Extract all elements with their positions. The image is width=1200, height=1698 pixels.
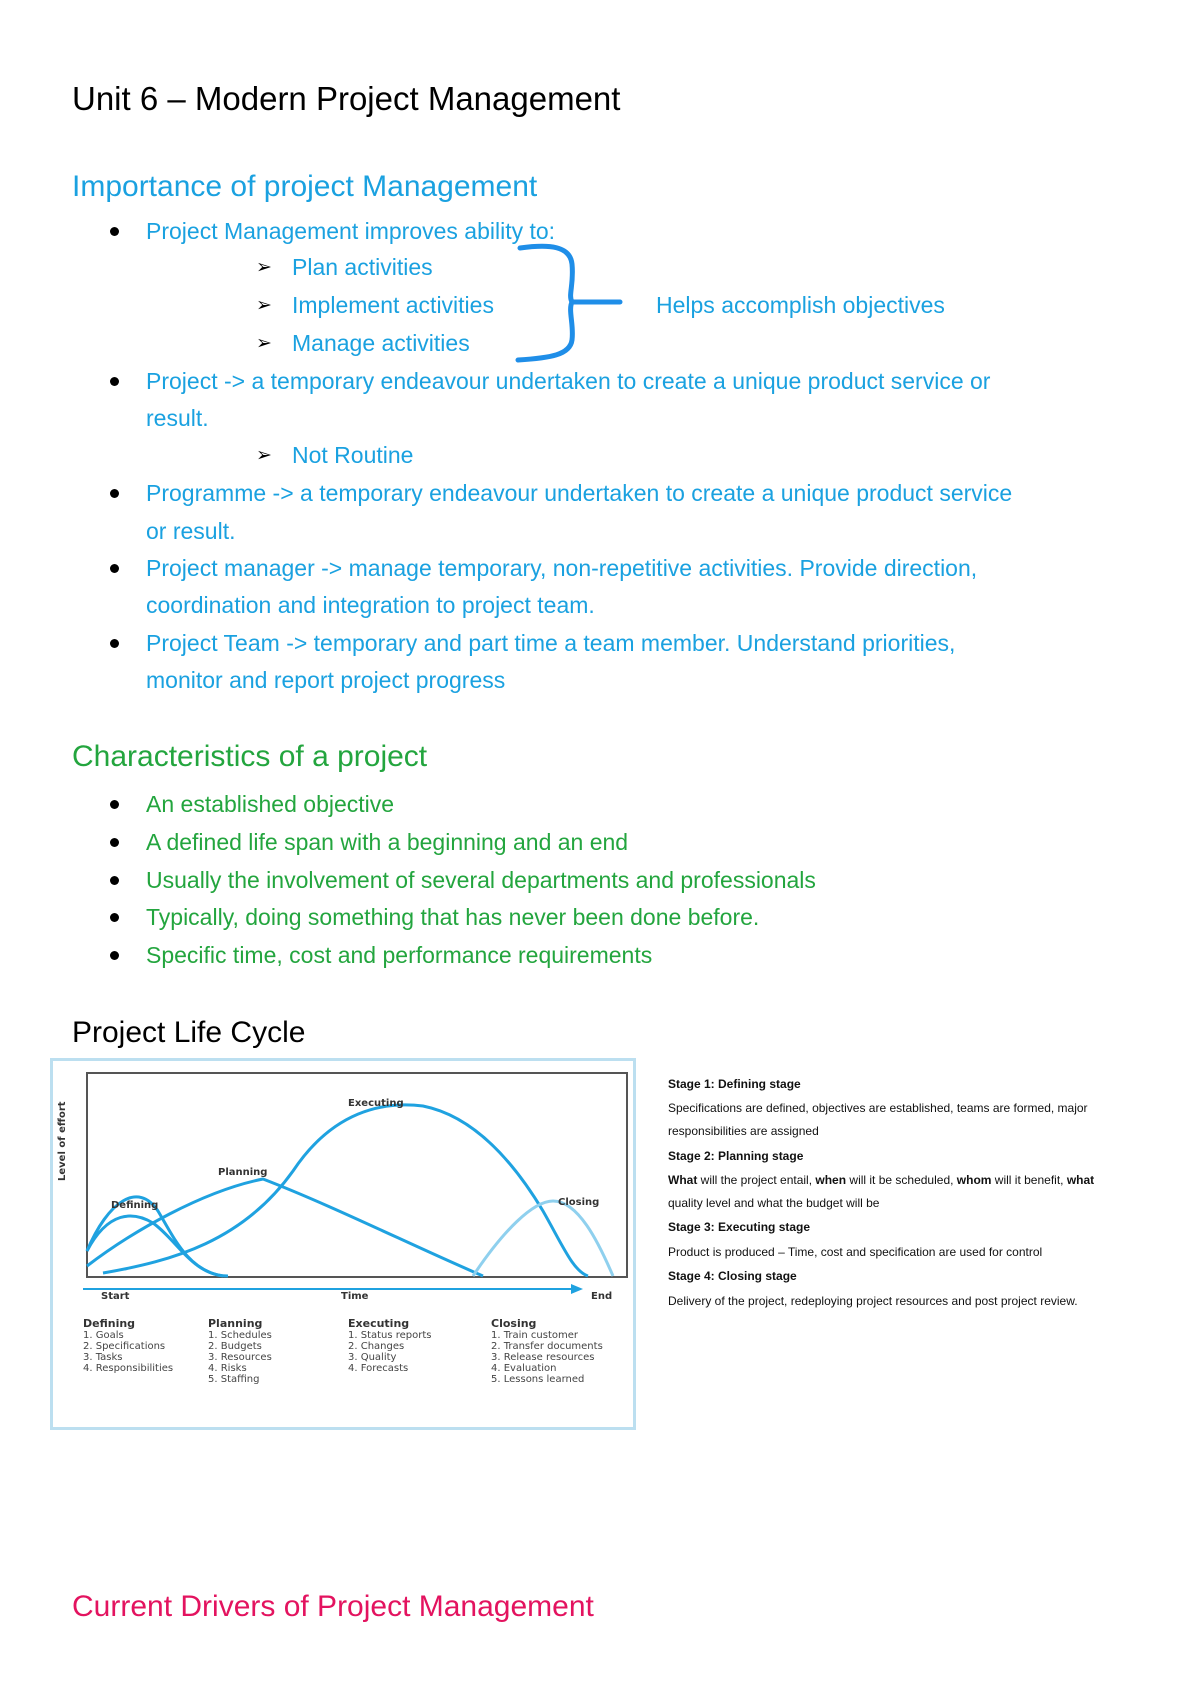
figure-column-item: 4. Evaluation [491, 1363, 557, 1374]
drivers-heading: Current Drivers of Project Management [72, 1590, 594, 1623]
curve-label-planning: Planning [218, 1167, 268, 1178]
project-sub-not-routine: Not Routine [292, 442, 414, 468]
stage1-title: Stage 1: Defining stage [668, 1077, 801, 1091]
importance-intro: Project Management improves ability to: [146, 218, 556, 244]
figure-column-item: 1. Schedules [208, 1330, 272, 1341]
axis-start-label: Start [101, 1291, 130, 1302]
figure-column-item: 3. Tasks [83, 1352, 123, 1363]
curve-label-executing: Executing [348, 1098, 404, 1109]
curve-label-defining: Defining [111, 1200, 159, 1211]
figure-column-item: 2. Specifications [83, 1341, 166, 1352]
figure-column-item: 3. Resources [208, 1352, 272, 1363]
arrow-icon: ➢ [256, 257, 272, 278]
figure-column-item: 2. Transfer documents [491, 1341, 603, 1352]
figure-column-closing [491, 1317, 603, 1385]
sub-item-plan: Plan activities [292, 254, 433, 280]
programme-definition-line2: or result. [146, 518, 236, 544]
manager-definition-line2: coordination and integration to project team. [146, 592, 595, 618]
life-cycle-heading: Project Life Cycle [72, 1016, 306, 1049]
characteristic-item: Typically, doing something that has never been done before. [146, 904, 760, 930]
curve-label-closing: Closing [558, 1197, 600, 1208]
figure-column-defining [83, 1317, 173, 1374]
stage3-title: Stage 3: Executing stage [668, 1220, 811, 1234]
y-axis-label: Level of effort [57, 1101, 68, 1181]
axis-time-label: Time [341, 1291, 369, 1302]
stage1-line2: responsibilities are assigned [668, 1124, 819, 1138]
bullet-icon [110, 800, 119, 809]
stage2-line2: quality level and what the budget will be [668, 1196, 880, 1210]
stage4-title: Stage 4: Closing stage [668, 1269, 797, 1283]
brace-label: Helps accomplish objectives [656, 292, 945, 318]
characteristic-item: An established objective [146, 791, 395, 817]
figure-column-item: 5. Staffing [208, 1374, 260, 1385]
characteristics-heading: Characteristics of a project [72, 740, 428, 773]
page-title: Unit 6 – Modern Project Management [72, 80, 621, 117]
figure-column-item: 3. Quality [348, 1352, 397, 1363]
stage4-line1: Delivery of the project, redeploying project resources and post project review. [668, 1294, 1078, 1308]
characteristic-item: Usually the involvement of several departments and professionals [146, 867, 816, 893]
sub-item-implement: Implement activities [292, 292, 494, 318]
sub-item-manage: Manage activities [292, 330, 470, 356]
project-definition-line1: Project -> a temporary endeavour undertaken to create a unique product service or [146, 368, 991, 394]
arrow-icon: ➢ [256, 445, 272, 466]
figure-column-title: Executing [348, 1317, 410, 1330]
figure-column-title: Planning [208, 1317, 263, 1330]
bullet-icon [110, 913, 119, 922]
importance-heading: Importance of project Management [72, 170, 538, 203]
team-definition-line2: monitor and report project progress [146, 667, 506, 693]
figure-column-item: 4. Forecasts [348, 1363, 409, 1374]
figure-column-executing [348, 1317, 432, 1374]
figure-column-item: 5. Lessons learned [491, 1374, 585, 1385]
figure-column-item: 2. Budgets [208, 1341, 262, 1352]
figure-column-item: 1. Train customer [491, 1330, 578, 1341]
figure-column-item: 3. Release resources [491, 1352, 595, 1363]
stage3-line1: Product is produced – Time, cost and specification are used for control [668, 1245, 1043, 1259]
programme-definition-line1: Programme -> a temporary endeavour undertaken to create a unique product service [146, 480, 1013, 506]
figure-column-item: 1. Goals [83, 1330, 124, 1341]
figure-column-planning [208, 1317, 272, 1385]
figure-column-item: 4. Responsibilities [83, 1363, 174, 1374]
bullet-icon [110, 227, 119, 236]
bullet-icon [110, 489, 119, 498]
bullet-icon [110, 639, 119, 648]
arrow-icon: ➢ [256, 333, 272, 354]
arrow-icon: ➢ [256, 295, 272, 316]
figure-column-title: Defining [83, 1317, 136, 1330]
bullet-icon [110, 377, 119, 386]
stage2-title: Stage 2: Planning stage [668, 1149, 804, 1163]
stage2-line1: What will the project entail, when will it be scheduled, whom will it benefit, what [668, 1173, 1095, 1187]
figure-column-item: 1. Status reports [348, 1330, 432, 1341]
characteristic-item: A defined life span with a beginning and an end [146, 829, 629, 855]
axis-end-label: End [591, 1291, 613, 1302]
brace-icon [510, 240, 630, 365]
bullet-icon [110, 951, 119, 960]
bullet-icon [110, 564, 119, 573]
team-definition-line1: Project Team -> temporary and part time a team member. Understand priorities, [146, 630, 956, 656]
figure-column-item: 2. Changes [348, 1341, 405, 1352]
figure-column-title: Closing [491, 1317, 537, 1330]
characteristic-item: Specific time, cost and performance requirements [146, 942, 653, 968]
bullet-icon [110, 876, 119, 885]
bullet-icon [110, 838, 119, 847]
manager-definition-line1: Project manager -> manage temporary, non-repetitive activities. Provide direction, [146, 555, 978, 581]
project-definition-line2: result. [146, 405, 209, 431]
figure-column-item: 4. Risks [208, 1363, 247, 1374]
life-cycle-figure [50, 1058, 636, 1430]
stage1-line1: Specifications are defined, objectives are established, teams are formed, major [668, 1101, 1088, 1115]
